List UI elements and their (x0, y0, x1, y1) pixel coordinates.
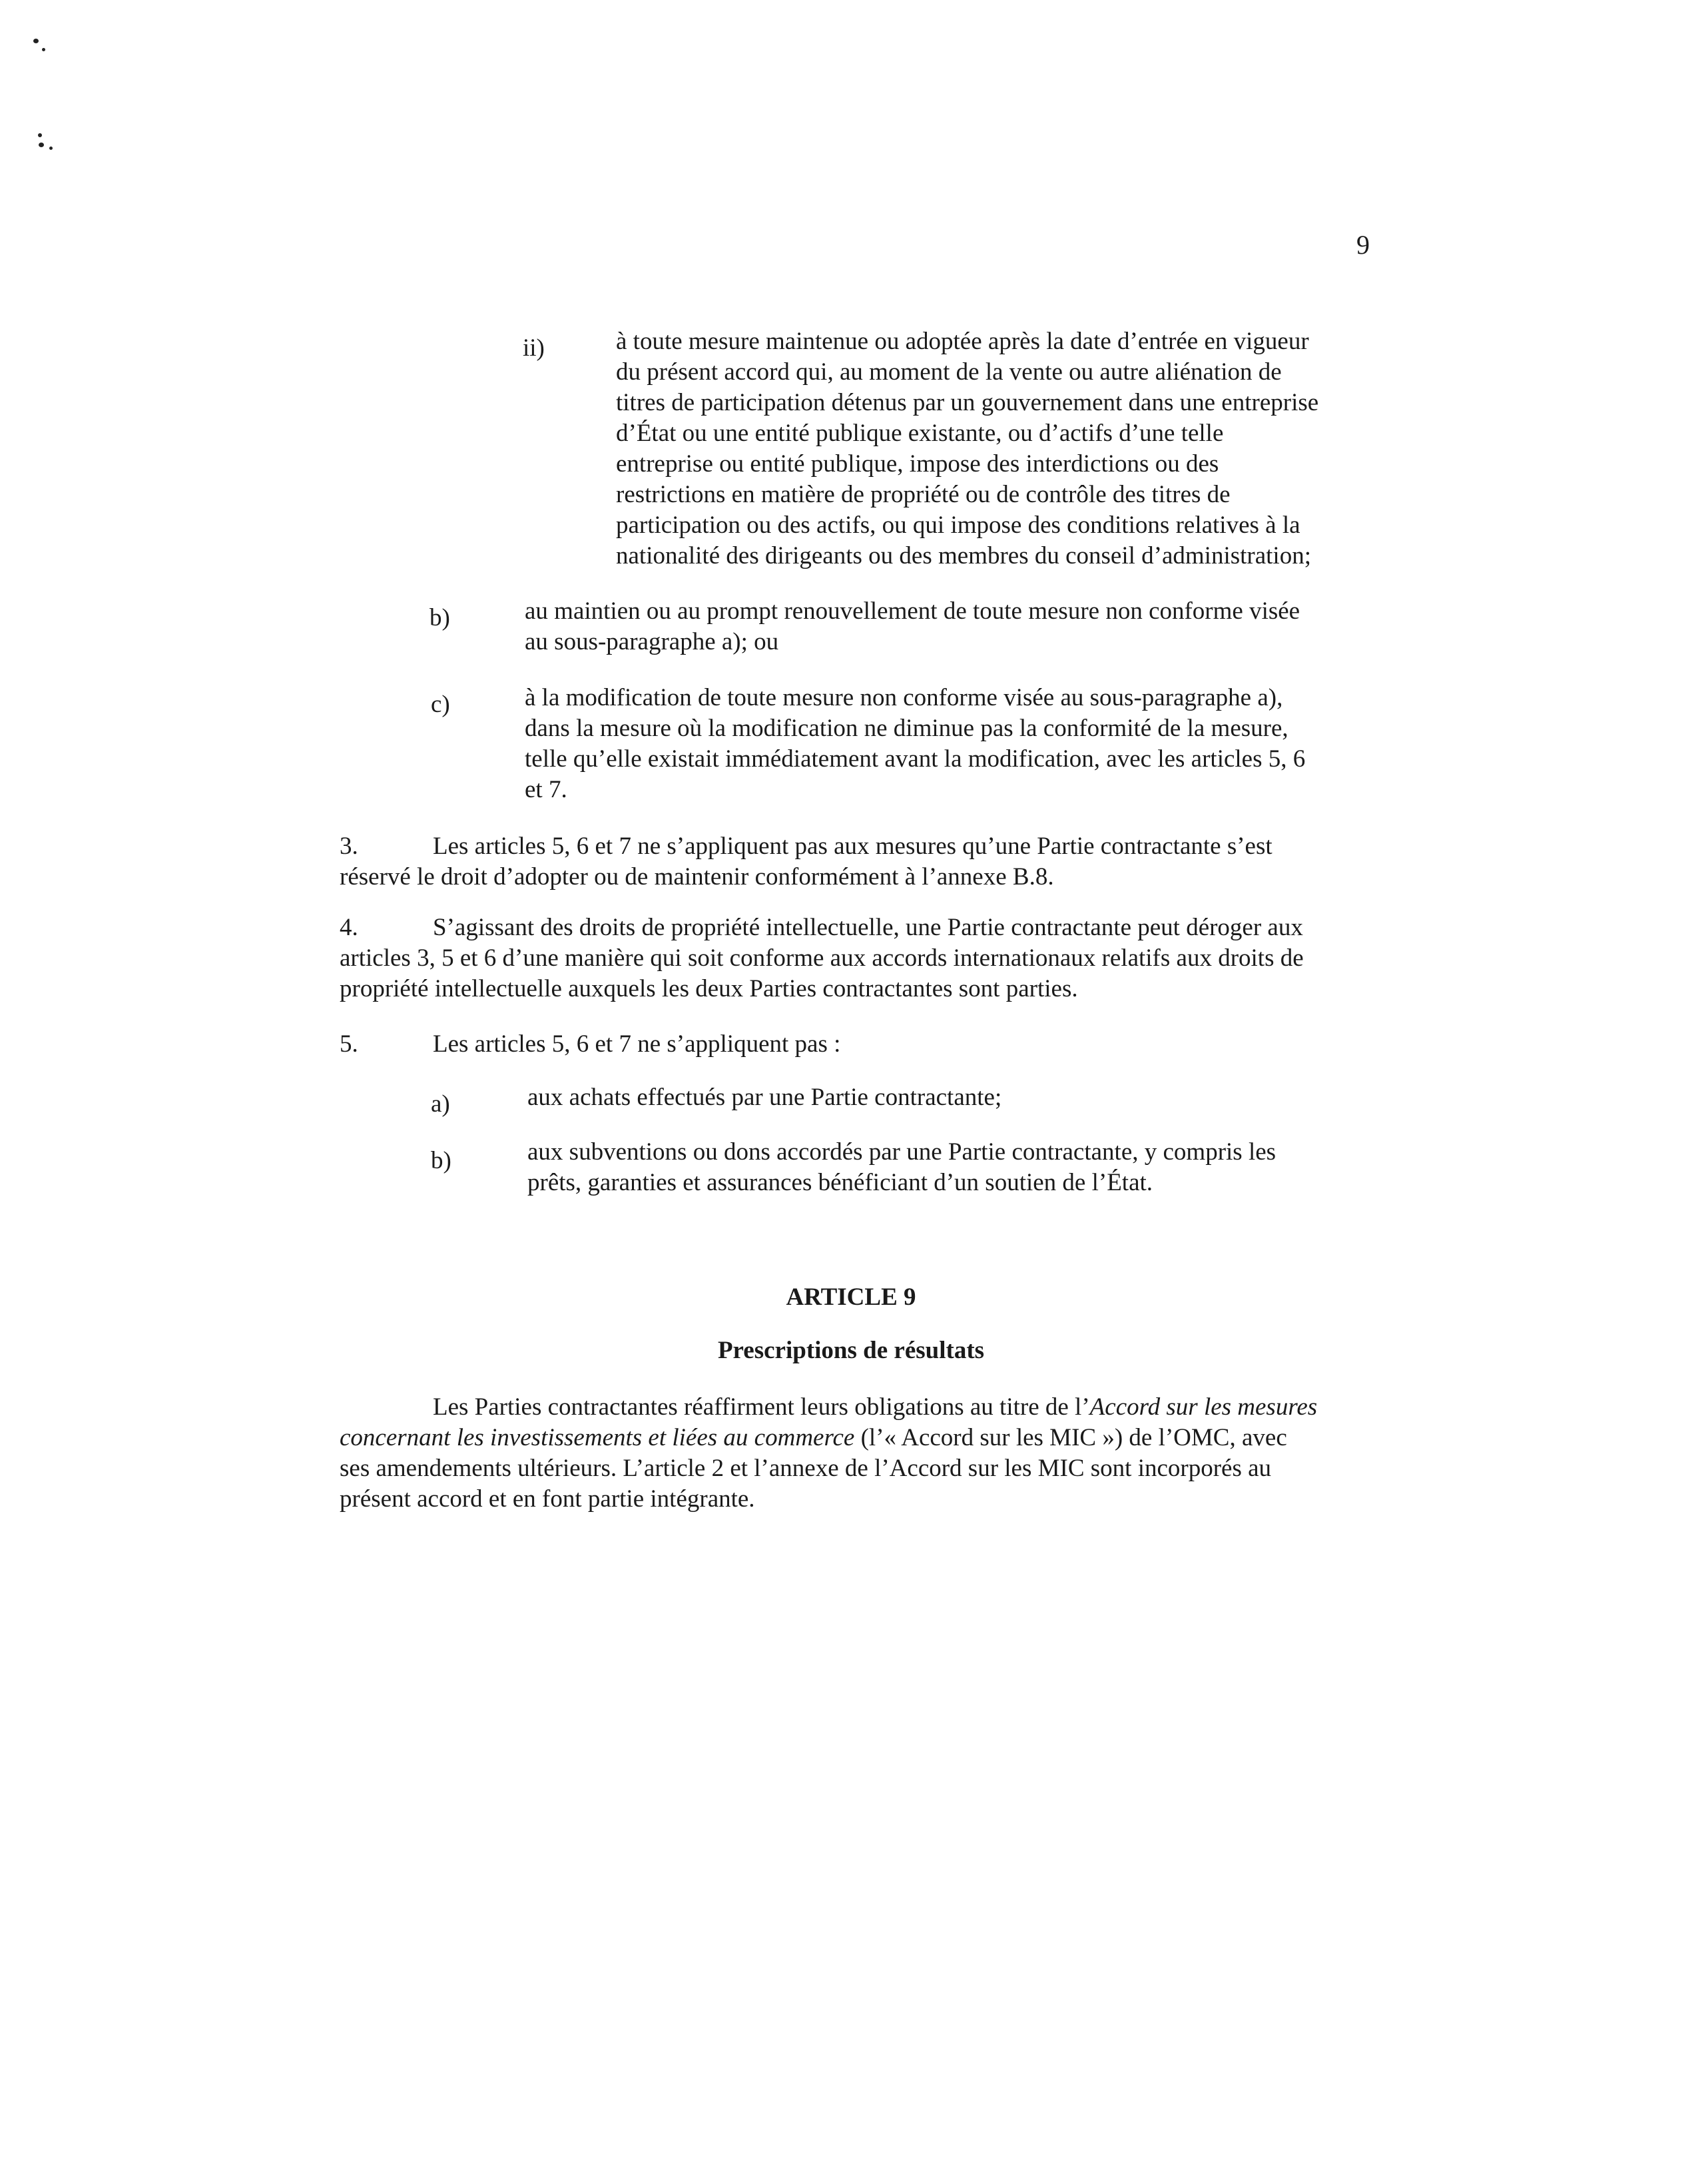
text-line: telle qu’elle existait immédiatement avant la modification, avec les articles 5, 6 (525, 745, 1306, 773)
body-text-plain: (l’« Accord sur les MIC ») de l’OMC, avec (854, 1424, 1287, 1451)
paragraph-5 (340, 1029, 1405, 1060)
text-line: réservé le droit d’adopter ou de maintenir conformément à l’annexe B.8. (340, 863, 1054, 891)
scan-speck (33, 39, 39, 43)
text-line: d’État ou une entité publique existante, ou d’actifs d’une telle (616, 420, 1224, 447)
body-text-italic: Accord sur les mesures (1089, 1393, 1318, 1421)
text-line: prêts, garanties et assurances bénéficiant d’un soutien de l’État. (527, 1169, 1153, 1196)
item-c-text (525, 683, 1390, 805)
body-text-italic: concernant les investissements et liées au commerce (340, 1424, 855, 1451)
paragraph-text: Les articles 5, 6 et 7 ne s’appliquent pas : (433, 1030, 841, 1058)
paragraph-first-line (340, 912, 1405, 943)
item-5a-label: a) (431, 1090, 450, 1118)
body-text-plain: Les Parties contractantes réaffirment leurs obligations au titre de l’ (433, 1393, 1090, 1421)
text-line: au sous-paragraphe a); ou (525, 628, 779, 655)
item-5a-text (527, 1082, 1393, 1113)
article-title: ARTICLE 9 (786, 1283, 916, 1311)
text-line: titres de participation détenus par un gouvernement dans une entreprise (616, 389, 1319, 416)
item-ii-label: ii) (523, 334, 545, 362)
text-line (340, 1423, 1378, 1453)
text-line: participation ou des actifs, ou qui impose des conditions relatives à la (616, 512, 1300, 539)
text-line: présent accord et en font partie intégrante. (340, 1485, 755, 1513)
text-line: restrictions en matière de propriété ou de contrôle des titres de (616, 481, 1231, 508)
text-line: au maintien ou au prompt renouvellement de toute mesure non conforme visée (525, 597, 1300, 625)
scan-speck (42, 48, 45, 51)
text-line: aux achats effectués par une Partie contractante; (527, 1084, 1002, 1111)
text-line: et 7. (525, 776, 567, 803)
text-line: nationalité des dirigeants ou des membres du conseil d’administration; (616, 542, 1311, 569)
item-c-label: c) (431, 691, 450, 718)
item-5b-label: b) (431, 1147, 451, 1174)
item-ii-text (616, 326, 1382, 571)
paragraph-number: 3. (340, 833, 358, 860)
text-line: ses amendements ultérieurs. L’article 2 et l’annexe de l’Accord sur les MIC sont incorporés au (340, 1455, 1272, 1482)
item-b-label: b) (429, 604, 450, 631)
article-subtitle: Prescriptions de résultats (717, 1337, 985, 1364)
scan-speck (49, 147, 53, 150)
text-line: à toute mesure maintenue ou adoptée après la date d’entrée en vigueur (616, 328, 1309, 355)
text-line: aux subventions ou dons accordés par une Partie contractante, y compris les (527, 1138, 1276, 1166)
scan-speck (39, 143, 44, 147)
paragraph-number: 5. (340, 1030, 358, 1058)
article-body (340, 1392, 1378, 1515)
paragraph-first-line (340, 831, 1405, 862)
paragraph-text: S’agissant des droits de propriété intellectuelle, une Partie contractante peut déroger aux (433, 914, 1303, 941)
text-line (340, 1392, 1378, 1423)
scan-speck (38, 133, 42, 137)
paragraph-3 (340, 831, 1405, 893)
item-b-text (525, 596, 1390, 657)
text-line: entreprise ou entité publique, impose des interdictions ou des (616, 450, 1219, 478)
text-line: dans la mesure où la modification ne diminue pas la conformité de la mesure, (525, 715, 1288, 742)
item-5b-text (527, 1137, 1393, 1198)
paragraph-4 (340, 912, 1405, 1004)
paragraph-first-line (340, 1029, 1405, 1060)
text-line: articles 3, 5 et 6 d’une manière qui soit conforme aux accords internationaux relatifs aux droits de (340, 944, 1304, 972)
text-line: du présent accord qui, au moment de la vente ou autre aliénation de (616, 358, 1282, 386)
text-line: à la modification de toute mesure non conforme visée au sous-paragraphe a), (525, 684, 1283, 711)
paragraph-text: Les articles 5, 6 et 7 ne s’appliquent pas aux mesures qu’une Partie contractante s’est (433, 833, 1273, 860)
paragraph-number: 4. (340, 914, 358, 941)
page-number: 9 (1356, 230, 1370, 260)
text-line: propriété intellectuelle auxquels les deux Parties contractantes sont parties. (340, 975, 1078, 1002)
